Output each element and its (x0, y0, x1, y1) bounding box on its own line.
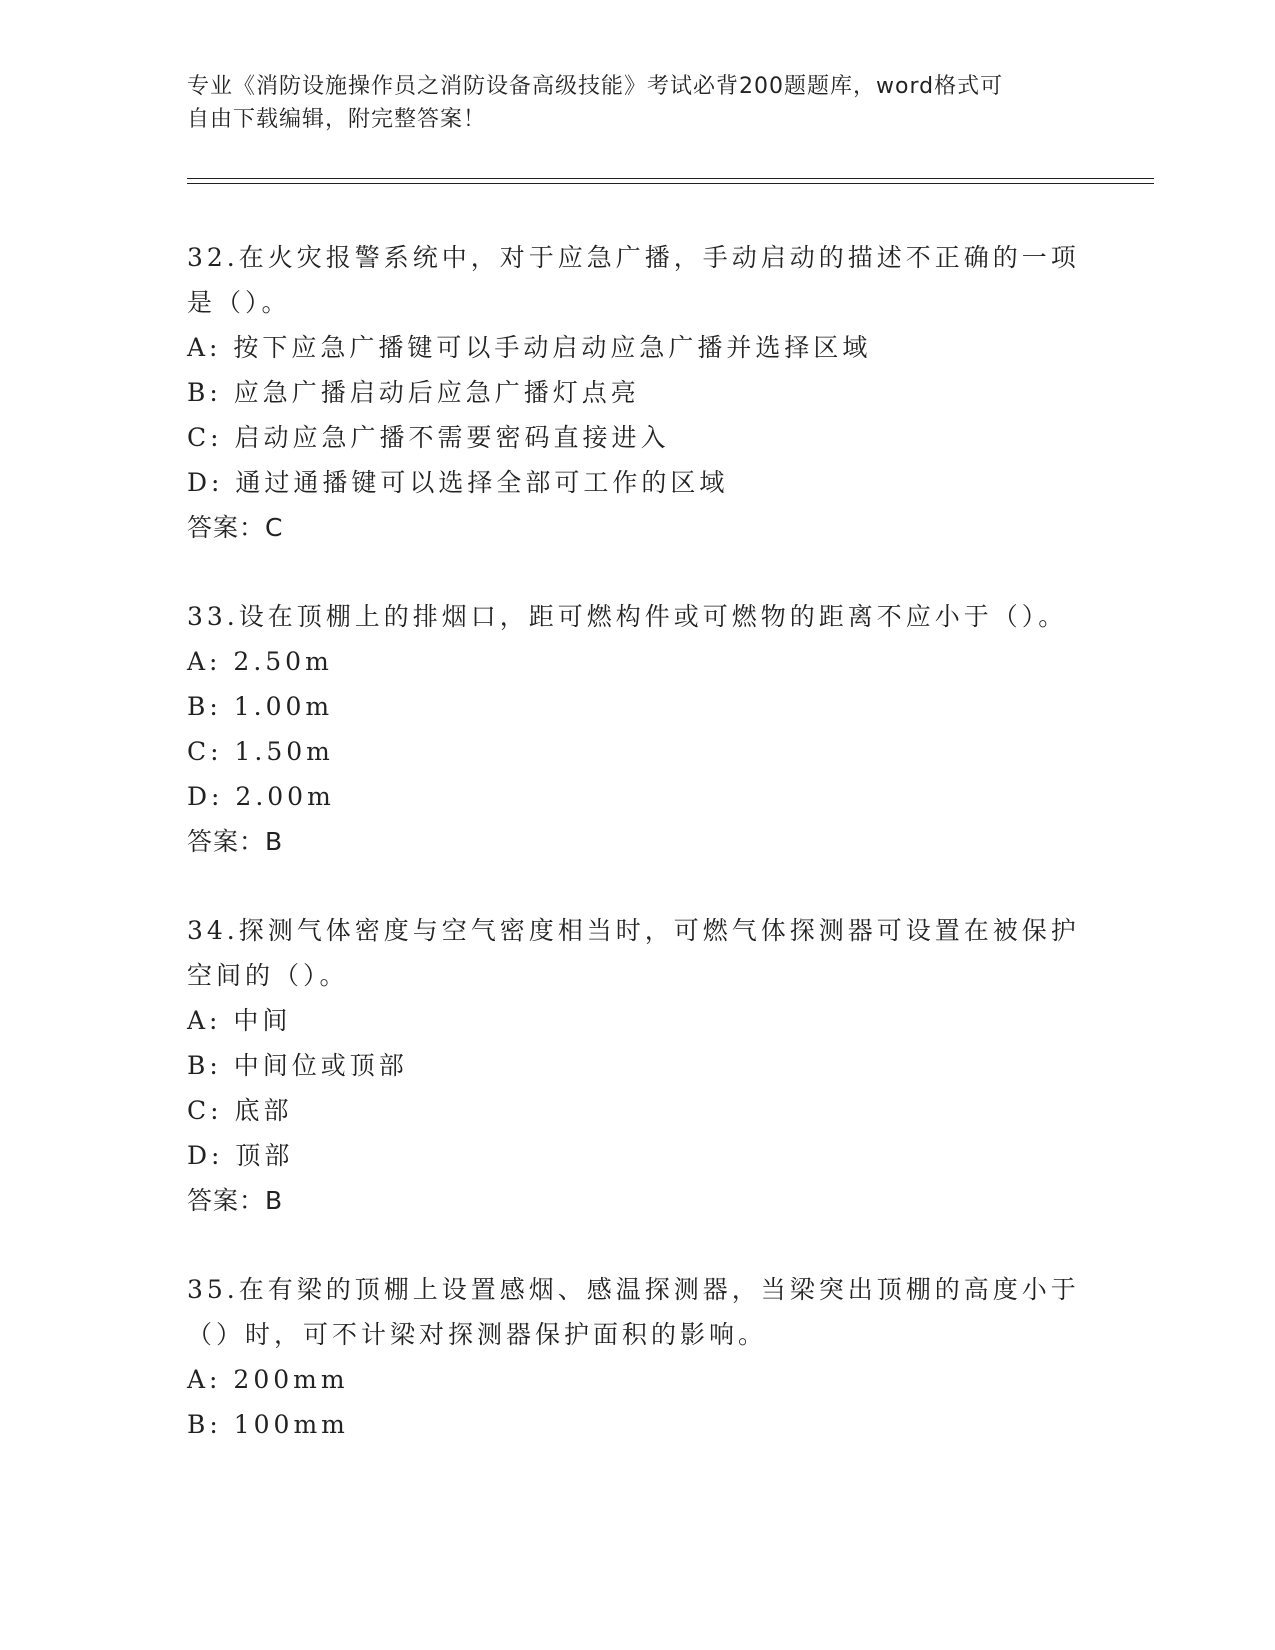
question-list (187, 235, 1087, 1491)
question-34 (187, 908, 1087, 1223)
option-b: B: 中间位或顶部 (187, 1051, 408, 1080)
option-c: C: 启动应急广播不需要密码直接进入 (187, 423, 670, 452)
header-line-1: 专业《消防设施操作员之消防设备高级技能》考试必背200题题库，word格式可 (187, 74, 1004, 99)
option-b: B: 应急广播启动后应急广播灯点亮 (187, 378, 640, 407)
question-text-line-2: 空间的（）。 (187, 961, 349, 990)
option-c: C: 1.50m (187, 737, 334, 766)
question-35 (187, 1267, 1087, 1447)
question-text-line-1: 32.在火灾报警系统中，对于应急广播，手动启动的描述不正确的一项 (187, 243, 1080, 272)
question-text (187, 1267, 1087, 1357)
option-a: A: 200mm (187, 1365, 349, 1394)
question-text-line-2: 是（）。 (187, 288, 291, 317)
option-d: D: 顶部 (187, 1141, 294, 1170)
option-a: A: 中间 (187, 1006, 292, 1035)
question-33 (187, 594, 1087, 864)
option-a: A: 2.50m (187, 647, 333, 676)
question-text-line-1: 35.在有梁的顶棚上设置感烟、感温探测器，当梁突出顶棚的高度小于 (187, 1275, 1080, 1304)
question-text (187, 908, 1087, 998)
header-divider-bottom (187, 183, 1154, 184)
question-text-line-1: 34.探测气体密度与空气密度相当时，可燃气体探测器可设置在被保护 (187, 916, 1080, 945)
question-32 (187, 235, 1087, 550)
option-c: C: 底部 (187, 1096, 293, 1125)
header-line-2: 自由下载编辑，附完整答案！ (187, 107, 487, 132)
document-header (187, 70, 1067, 136)
question-text (187, 594, 1087, 639)
question-text (187, 235, 1087, 325)
option-d: D: 2.00m (187, 782, 335, 811)
option-b: B: 100mm (187, 1410, 349, 1439)
option-d: D: 通过通播键可以选择全部可工作的区域 (187, 468, 729, 497)
header-divider-top (187, 178, 1154, 179)
option-a: A: 按下应急广播键可以手动启动应急广播并选择区域 (187, 333, 872, 362)
answer: 答案：B (187, 827, 284, 856)
answer: 答案：C (187, 513, 284, 542)
answer: 答案：B (187, 1186, 284, 1215)
question-text-line-2: （）时，可不计梁对探测器保护面积的影响。 (187, 1320, 768, 1349)
question-text-line-1: 33.设在顶棚上的排烟口，距可燃构件或可燃物的距离不应小于（）。 (187, 602, 1068, 631)
option-b: B: 1.00m (187, 692, 334, 721)
